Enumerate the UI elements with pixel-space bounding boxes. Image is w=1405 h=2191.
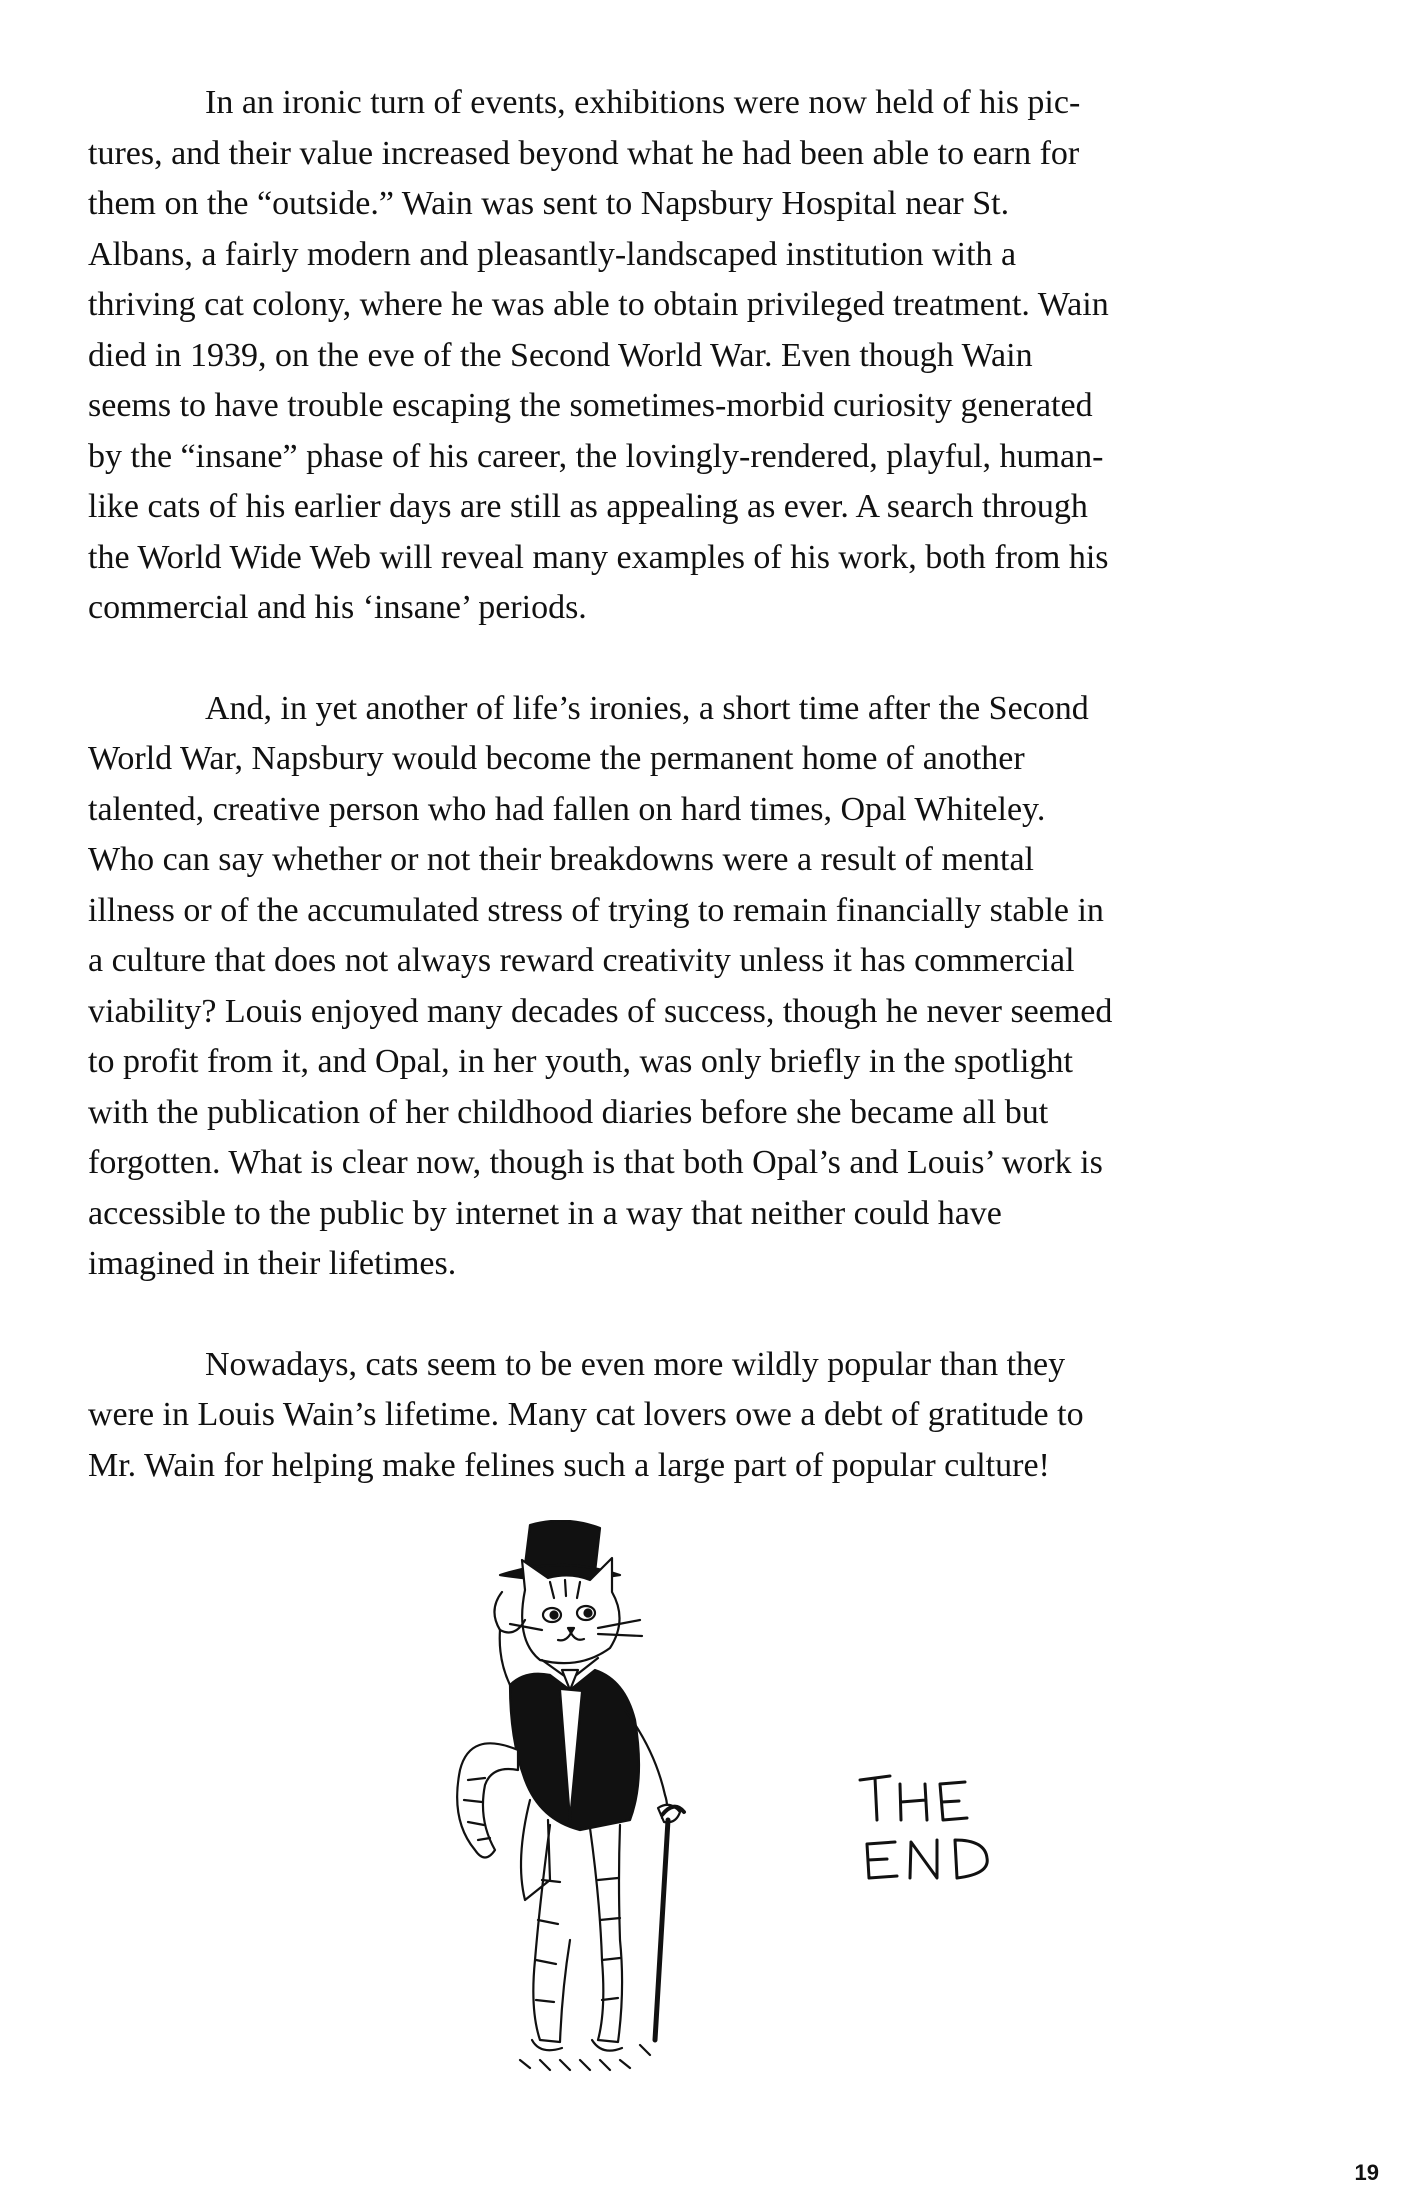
text-line: accessible to the public by internet in a way that neither could have <box>88 1194 1002 1232</box>
text-line: thriving cat colony, where he was able to obtain privileged treatment. Wain <box>88 286 1109 323</box>
text-line: Who can say whether or not their breakdowns were a result of mental <box>88 841 1034 878</box>
text-line: them on the “outside.” Wain was sent to Napsbury Hospital near St. <box>88 185 1010 222</box>
text-line: like cats of his earlier days are still as appealing as ever. A search through <box>88 488 1088 525</box>
text-line: illness or of the accumulated stress of trying to remain financially stable in <box>88 891 1104 929</box>
the-end-handwritten-lettering <box>855 1770 1025 1890</box>
text-line: were in Louis Wain’s lifetime. Many cat lovers owe a debt of gratitude to <box>88 1396 1084 1433</box>
text-line: imagined in their lifetimes. <box>88 1245 457 1282</box>
text-line: to profit from it, and Opal, in her youth, was only briefly in the spotlight <box>88 1043 1073 1080</box>
text-line: World War, Napsbury would become the permanent home of another <box>88 740 1025 777</box>
text-line: tures, and their value increased beyond what he had been able to earn for <box>88 134 1080 172</box>
text-line: by the “insane” phase of his career, the lovingly-rendered, playful, human- <box>88 437 1104 475</box>
text-line: seems to have trouble escaping the sometimes-morbid curiosity generated <box>88 387 1093 424</box>
text-line: viability? Louis enjoyed many decades of success, though he never seemed <box>88 992 1113 1030</box>
paragraph-2 <box>88 684 1238 1290</box>
paragraph-3 <box>88 1340 1238 1492</box>
page-number: 19 <box>1354 2160 1379 2185</box>
text-line: talented, creative person who had fallen on hard times, Opal Whiteley. <box>88 790 1046 828</box>
text-line: forgotten. What is clear now, though is that both Opal’s and Louis’ work is <box>88 1144 1103 1181</box>
text-line: Mr. Wain for helping make felines such a large part of popular culture! <box>88 1446 1050 1484</box>
text-line: commercial and his ‘insane’ periods. <box>88 589 587 626</box>
text-line: with the publication of her childhood diaries before she became all but <box>88 1093 1049 1131</box>
text-line: Albans, a fairly modern and pleasantly-landscaped institution with a <box>88 235 1017 273</box>
body-text <box>88 78 1238 1491</box>
text-line: the World Wide Web will reveal many examples of his work, both from his <box>88 538 1109 576</box>
text-line: died in 1939, on the eve of the Second World War. Even though Wain <box>88 336 1033 374</box>
text-line: a culture that does not always reward creativity unless it has commercial <box>88 942 1075 979</box>
text-line: In an ironic turn of events, exhibitions were now held of his pic- <box>205 84 1081 121</box>
text-line: And, in yet another of life’s ironies, a short time after the Second <box>205 689 1089 727</box>
text-line: Nowadays, cats seem to be even more wildly popular than they <box>205 1345 1066 1383</box>
cat-in-top-hat-illustration <box>430 1520 730 2080</box>
paragraph-1 <box>88 78 1238 634</box>
